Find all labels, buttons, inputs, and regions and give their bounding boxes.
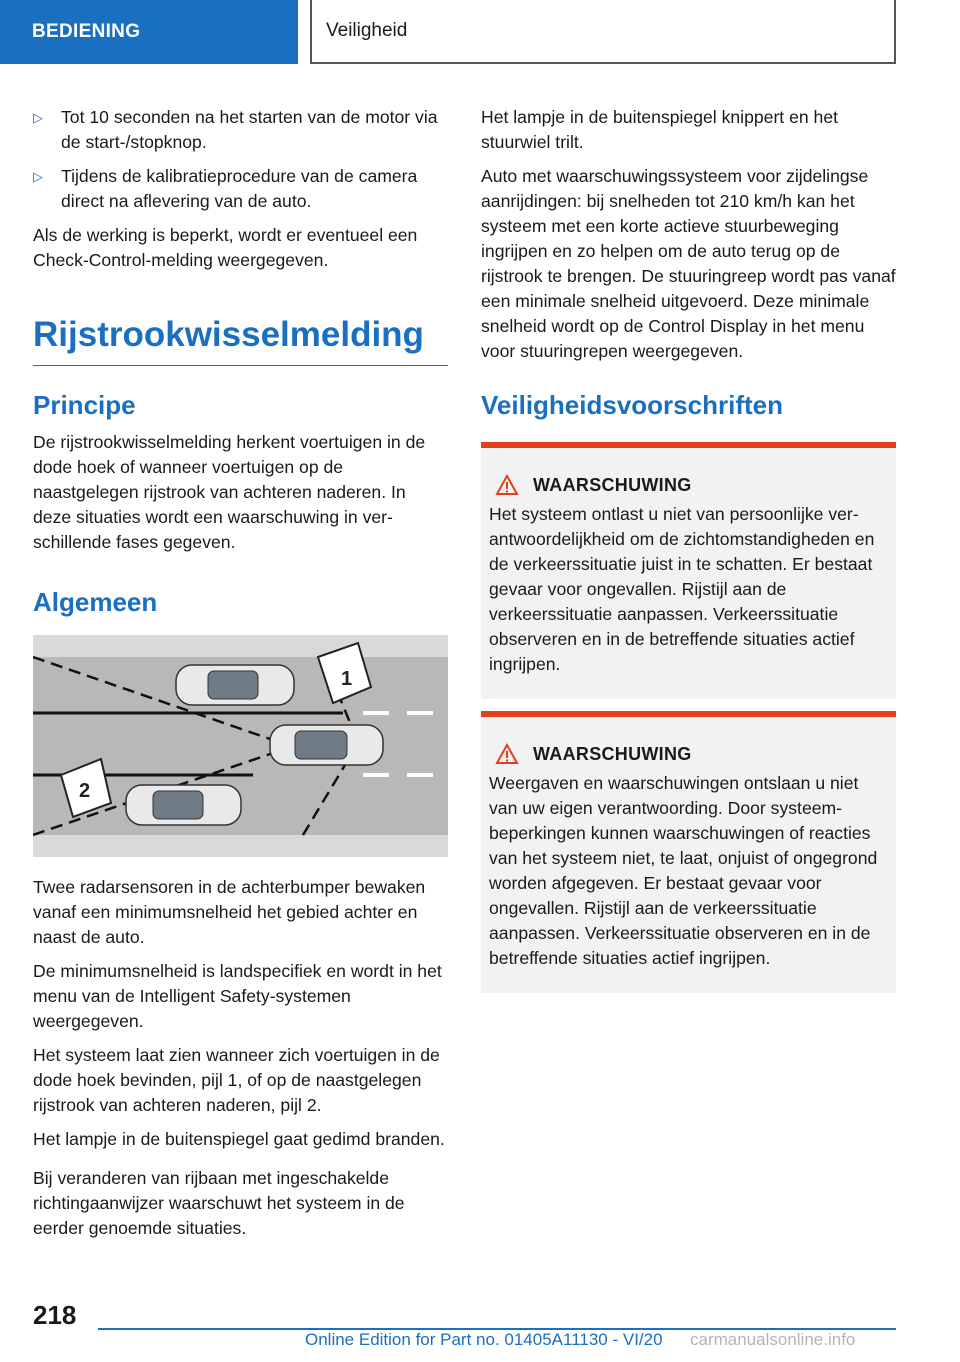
paragraph-limited: Als de werking is beperkt, wordt er eventueel een Check-Control-melding weergegeven. — [33, 225, 418, 270]
car-middle-icon — [270, 725, 383, 765]
lane-change-illustration — [33, 635, 448, 857]
heading-safety: Veiligheidsvoorschriften — [481, 390, 783, 420]
warning-triangle-icon — [495, 743, 519, 765]
triangle-bullet-icon: ▷ — [33, 110, 43, 125]
page-number: 218 — [33, 1300, 77, 1330]
arrow-2-label: 2 — [79, 780, 91, 802]
bullet-item — [33, 105, 448, 155]
paragraph-change: Bij veranderen van rijbaan met ingeschakelde richtingaanwijzer waarschuwt het systeem in de eerder genoemde situaties. — [33, 1168, 405, 1238]
footer-watermark: carmanualsonline.info — [690, 1330, 856, 1349]
paragraph-side-collision: Auto met waarschuwingssysteem voor zijdelingse aanrijdingen: bij snelheden tot 210 km/h kan het systeem met een korte actieve stuurbeweging ingrijpen en zo helpen om de auto terug op de rijstrook te brengen. De stuuringreep wordt pas vanaf een minimale snelheid uitgevoerd. Deze minimale snelheid wordt op de Control Display in het menu voor stuuringrepen weergegeven. — [481, 166, 896, 361]
page-title: Rijstrookwisselmelding — [33, 313, 448, 366]
paragraph-lamp: Het lampje in de buitenspiegel gaat gedimd branden. — [33, 1129, 445, 1149]
warning-box — [481, 711, 896, 993]
header-section-tab — [0, 0, 298, 64]
lane-change-diagram — [33, 635, 448, 857]
paragraph-blink: Het lampje in de buitenspiegel knippert en het stuurwiel trilt. — [481, 107, 838, 152]
warning-box — [481, 442, 896, 699]
bullet-item — [33, 164, 448, 214]
warning-title-text: WAARSCHUWING — [533, 743, 692, 764]
warning-title-text: WAARSCHUWING — [533, 474, 692, 495]
paragraph-min-speed: De minimumsnelheid is landspecifiek en wordt in het menu van de Intelligent Safety-systemen weergegeven. — [33, 961, 442, 1031]
paragraph-principe: De rijstrookwisselmelding herkent voertuigen in de dode hoek of wanneer voertuigen op de naastgelegen rijstrook van achteren naderen. In deze situaties wordt een waarschuwing in verschillende fases gegeven. — [33, 432, 426, 552]
header-chapter-tab — [310, 0, 896, 64]
warning-triangle-icon — [495, 474, 519, 496]
heading-principe: Principe — [33, 390, 136, 420]
bullet-text: Tot 10 seconden na het starten van de motor via de start-/stopknop. — [61, 107, 438, 152]
heading-algemeen: Algemeen — [33, 587, 158, 617]
warning-text: Weergaven en waarschuwingen ontslaan u niet van uw eigen verantwoording. Door systeembeperkingen kunnen waarschuwingen of reacties van het systeem niet, te laat, onjuist of ongegrond worden afgegeven. Er bestaat gevaar voor ongevallen. Rijstijl aan de verkeerssituatie aanpassen. Verkeerssituatie observeren en in de betreffende situaties actief ingrijpen. — [489, 773, 878, 968]
car-top-icon — [176, 665, 294, 705]
warning-text: Het systeem ontlast u niet van persoonlijke verantwoordelijkheid om de zichtomstandigheden en de verkeerssituatie juist in te schatten. Er bestaat gevaar voor ongevallen. Rijstijl aan de verkeerssituatie aanpassen. Verkeerssituatie observeren en in de betreffende situaties actief ingrijpen. — [489, 504, 875, 674]
warning-title — [489, 743, 888, 765]
header-section-label: BEDIENING — [32, 21, 141, 42]
warning-title — [489, 474, 888, 496]
paragraph-show: Het systeem laat zien wanneer zich voertuigen in de dode hoek bevinden, pijl 1, of op de naastgelegen rijstrook van achteren naderen, pijl 2. — [33, 1045, 440, 1115]
left-column — [33, 105, 448, 1250]
paragraph-radar: Twee radarsensoren in de achterbumper bewaken vanaf een minimumsnelheid het gebied achter en naast de auto. — [33, 877, 426, 947]
header-chapter-label: Veiligheid — [326, 20, 408, 41]
bullet-text: Tijdens de kalibratieprocedure van de camera direct na aflevering van de auto. — [61, 166, 418, 211]
footer-edition: Online Edition for Part no. 01405A11130 - VI/20 — [305, 1330, 663, 1349]
right-column — [481, 105, 896, 993]
arrow-1-label: 1 — [341, 668, 353, 690]
car-bottom-icon — [126, 785, 241, 825]
triangle-bullet-icon: ▷ — [33, 169, 43, 184]
